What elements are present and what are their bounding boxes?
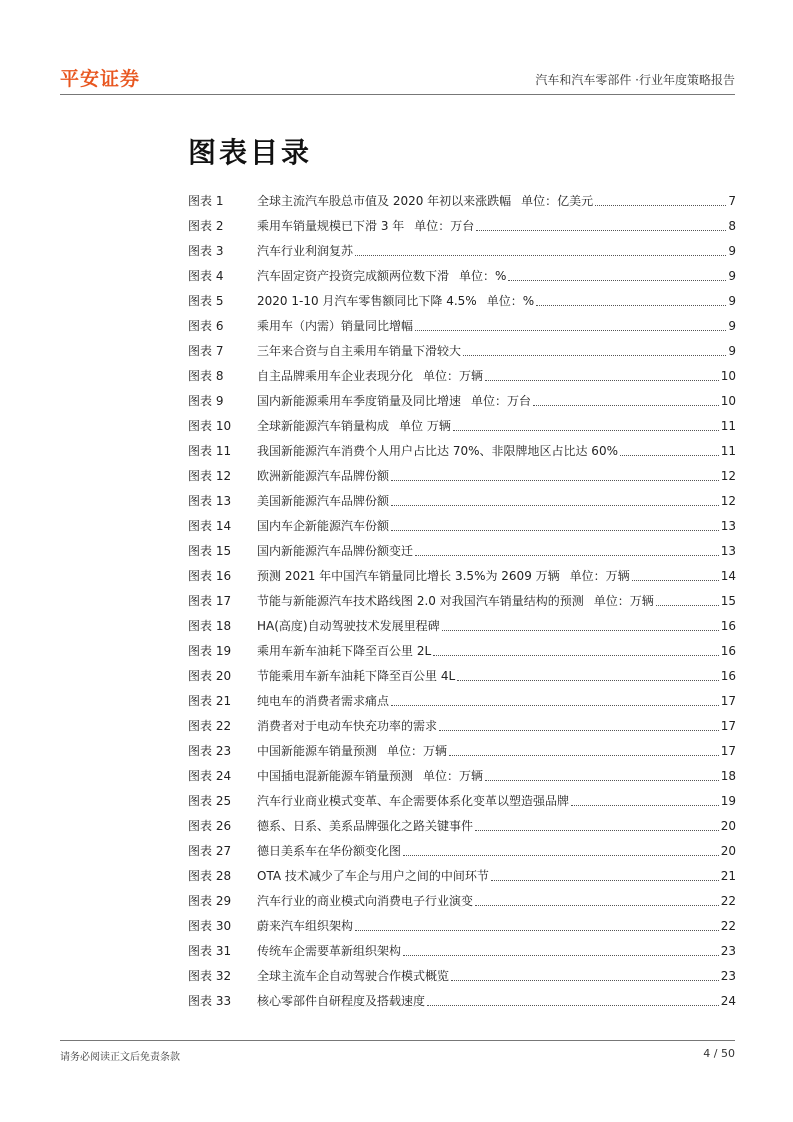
toc-entry-unit: 单位：亿美元 <box>521 194 594 208</box>
toc-entry[interactable] <box>188 963 736 988</box>
toc-entry-page: 21 <box>720 868 736 883</box>
toc-entry[interactable] <box>188 763 736 788</box>
toc-entry-title: 乘用车新车油耗下降至百公里 2L <box>257 644 432 658</box>
toc-entry-label: 图表 21 <box>188 694 232 708</box>
toc-leader-dots <box>451 970 719 981</box>
toc-leader-dots <box>391 695 719 706</box>
toc-entry-page: 9 <box>728 318 736 333</box>
toc-entry-title: 节能与新能源汽车技术路线图 2.0 对我国汽车销量结构的预测 <box>257 594 584 608</box>
toc-entry-page: 22 <box>720 893 736 908</box>
toc-entry-label: 图表 26 <box>188 819 232 833</box>
toc-leader-dots <box>391 520 719 531</box>
toc-entry[interactable] <box>188 488 736 513</box>
toc-leader-dots <box>571 795 719 806</box>
toc-leader-dots <box>475 820 719 831</box>
toc-leader-dots <box>620 445 719 456</box>
toc-entry[interactable] <box>188 238 736 263</box>
toc-leader-dots <box>355 920 719 931</box>
toc-leader-dots <box>475 895 719 906</box>
toc-entry-title: 汽车行业的商业模式向消费电子行业演变 <box>257 894 474 908</box>
toc-entry-page: 12 <box>720 468 736 483</box>
toc-entry-page: 12 <box>720 493 736 508</box>
toc-entry-title: 纯电车的消费者需求痛点 <box>257 694 390 708</box>
toc-leader-dots <box>403 845 719 856</box>
toc-entry-label: 图表 3 <box>188 244 224 258</box>
toc-entry-page: 15 <box>720 593 736 608</box>
toc-entry-page: 16 <box>720 668 736 683</box>
toc-leader-dots <box>449 745 719 756</box>
toc-entry-label: 图表 7 <box>188 344 224 358</box>
toc-entry-page: 14 <box>720 568 736 583</box>
toc-leader-dots <box>491 870 719 881</box>
toc-entry-page: 17 <box>720 743 736 758</box>
toc-entry-title: 中国新能源车销量预测 <box>257 744 378 758</box>
toc-leader-dots <box>433 645 719 656</box>
toc-entry-label: 图表 28 <box>188 869 232 883</box>
toc-entry-label: 图表 6 <box>188 319 224 333</box>
toc-entry-unit: 单位：万台 <box>471 394 532 408</box>
toc-entry[interactable] <box>188 813 736 838</box>
toc-entry-title: 自主品牌乘用车企业表现分化 <box>257 369 414 383</box>
toc-entry-page: 23 <box>720 968 736 983</box>
toc-leader-dots <box>485 770 719 781</box>
toc-entry-unit: 单位：万辆 <box>387 744 448 758</box>
toc-entry[interactable] <box>188 288 736 313</box>
toc-leader-dots <box>442 620 719 631</box>
footer-divider <box>60 1040 735 1041</box>
toc-entry-page: 7 <box>728 193 736 208</box>
toc-entry-label: 图表 8 <box>188 369 224 383</box>
toc-entry-unit: 单位：万台 <box>414 219 475 233</box>
toc-leader-dots <box>536 295 726 306</box>
toc-entry-label: 图表 16 <box>188 569 232 583</box>
toc-entry[interactable] <box>188 263 736 288</box>
toc-leader-dots <box>439 720 719 731</box>
toc-entry[interactable] <box>188 213 736 238</box>
toc-entry-title: 乘用车（内需）销量同比增幅 <box>257 319 414 333</box>
report-title: 汽车和汽车零部件 ·行业年度策略报告 <box>535 73 735 87</box>
toc-entry-page: 20 <box>720 818 736 833</box>
toc-entry-title: 国内新能源乘用车季度销量及同比增速 <box>257 394 462 408</box>
toc-entry-label: 图表 24 <box>188 769 232 783</box>
toc-entry-title: 国内新能源汽车品牌份额变迁 <box>257 544 414 558</box>
toc-entry[interactable] <box>188 713 736 738</box>
toc-entry[interactable] <box>188 588 736 613</box>
toc-entry-title: 国内车企新能源汽车份额 <box>257 519 390 533</box>
toc-entry[interactable] <box>188 613 736 638</box>
toc-entry[interactable] <box>188 563 736 588</box>
toc-leader-dots <box>453 420 719 431</box>
toc-entry[interactable] <box>188 413 736 438</box>
toc-leader-dots <box>463 345 726 356</box>
toc-entry-title: 核心零部件自研程度及搭载速度 <box>257 994 426 1008</box>
page-number: 4 / 50 <box>703 1047 735 1060</box>
page-title: 图表目录 <box>188 136 313 169</box>
toc-entry-label: 图表 23 <box>188 744 232 758</box>
toc-leader-dots <box>355 245 726 256</box>
toc-entry[interactable] <box>188 738 736 763</box>
toc-entry-title: 德系、日系、美系品牌强化之路关键事件 <box>257 819 474 833</box>
toc-entry-title: 美国新能源汽车品牌份额 <box>257 494 390 508</box>
toc-entry-unit: 单位：% <box>459 269 507 283</box>
toc-entry-page: 17 <box>720 693 736 708</box>
toc-entry-unit: 单位：% <box>486 294 535 308</box>
toc-entry-title: HA(高度)自动驾驶技术发展里程碑 <box>257 619 440 633</box>
toc-entry-page: 18 <box>720 768 736 783</box>
toc-entry[interactable] <box>188 663 736 688</box>
toc-entry-page: 10 <box>720 368 736 383</box>
toc-entry-label: 图表 15 <box>188 544 232 558</box>
toc-entry[interactable] <box>188 688 736 713</box>
toc-entry-label: 图表 33 <box>188 994 232 1008</box>
toc-entry-page: 9 <box>728 243 736 258</box>
toc-entry-page: 20 <box>720 843 736 858</box>
toc-entry-page: 22 <box>720 918 736 933</box>
toc-entry[interactable] <box>188 363 736 388</box>
toc-entry[interactable] <box>188 338 736 363</box>
toc-entry-title: 汽车固定资产投资完成额两位数下滑 <box>257 269 450 283</box>
toc-entry-title: 三年来合资与自主乘用车销量下滑较大 <box>257 344 462 358</box>
brand-logo: 平安证券 <box>60 68 141 90</box>
toc-entry-title: 全球主流车企自动驾驶合作模式概览 <box>257 969 450 983</box>
toc-entry-title: 乘用车销量规模已下滑 3 年 <box>257 219 405 233</box>
toc-entry-page: 11 <box>720 443 736 458</box>
toc-entry[interactable] <box>188 788 736 813</box>
toc-leader-dots <box>427 995 719 1006</box>
toc-entry-page: 11 <box>720 418 736 433</box>
toc-entry-label: 图表 10 <box>188 419 232 433</box>
toc-entry[interactable] <box>188 988 736 1013</box>
toc-leader-dots <box>415 545 719 556</box>
toc-entry-title: OTA 技术减少了车企与用户之间的中间环节 <box>257 869 489 883</box>
toc-entry-label: 图表 27 <box>188 844 232 858</box>
toc-entry-page: 16 <box>720 643 736 658</box>
toc-entry-page: 17 <box>720 718 736 733</box>
toc-entry-label: 图表 18 <box>188 619 232 633</box>
toc-entry-unit: 单位：万辆 <box>423 369 484 383</box>
toc-entry-label: 图表 5 <box>188 294 224 308</box>
toc-entry-title: 汽车行业商业模式变革、车企需要体系化变革以塑造强品牌 <box>257 794 570 808</box>
toc-entry-label: 图表 29 <box>188 894 232 908</box>
toc-entry-label: 图表 32 <box>188 969 232 983</box>
header-divider <box>60 94 735 95</box>
toc-entry-label: 图表 31 <box>188 944 232 958</box>
toc-entry-label: 图表 22 <box>188 719 232 733</box>
toc-leader-dots <box>595 195 726 206</box>
toc-leader-dots <box>476 220 726 231</box>
toc-entry-label: 图表 19 <box>188 644 232 658</box>
toc-entry[interactable] <box>188 538 736 563</box>
toc-entry-title: 全球新能源汽车销量构成 <box>257 419 390 433</box>
toc-entry-label: 图表 14 <box>188 519 232 533</box>
toc-leader-dots <box>391 495 719 506</box>
toc-entry-label: 图表 4 <box>188 269 224 283</box>
toc-entry-label: 图表 9 <box>188 394 224 408</box>
toc-entry-page: 10 <box>720 393 736 408</box>
toc-entry[interactable] <box>188 863 736 888</box>
toc-leader-dots <box>415 320 726 331</box>
toc-entry-page: 9 <box>728 268 736 283</box>
toc-entry[interactable] <box>188 838 736 863</box>
toc-entry-title: 全球主流汽车股总市值及 2020 年初以来涨跌幅 <box>257 194 512 208</box>
toc-entry-label: 图表 30 <box>188 919 232 933</box>
toc-entry-title: 我国新能源汽车消费个人用户占比达 70%、非限牌地区占比达 60% <box>257 444 618 458</box>
toc-entry-title: 2020 1-10 月汽车零售额同比下降 4.5% <box>257 294 477 308</box>
toc-entry[interactable] <box>188 463 736 488</box>
toc-entry-title: 蔚来汽车组织架构 <box>257 919 354 933</box>
toc-entry[interactable] <box>188 938 736 963</box>
toc-entry-label: 图表 25 <box>188 794 232 808</box>
toc-entry-unit: 单位：万辆 <box>593 594 654 608</box>
toc-entry-title: 德日美系车在华份额变化图 <box>257 844 402 858</box>
toc-leader-dots <box>457 670 719 681</box>
toc-entry-label: 图表 13 <box>188 494 232 508</box>
toc-entry-page: 13 <box>720 543 736 558</box>
toc-entry-label: 图表 17 <box>188 594 232 608</box>
toc-entry[interactable] <box>188 888 736 913</box>
toc-entry[interactable] <box>188 188 736 213</box>
toc-entry-label: 图表 2 <box>188 219 224 233</box>
toc-entry-label: 图表 20 <box>188 669 232 683</box>
toc-entry-unit: 单位：万辆 <box>423 769 484 783</box>
toc-leader-dots <box>533 395 719 406</box>
toc-leader-dots <box>656 595 719 606</box>
toc-entry[interactable] <box>188 388 736 413</box>
toc-entry-label: 图表 12 <box>188 469 232 483</box>
toc-entry-page: 13 <box>720 518 736 533</box>
toc-entry-page: 23 <box>720 943 736 958</box>
toc-entry-title: 预测 2021 年中国汽车销量同比增长 3.5%为 2609 万辆 <box>257 569 560 583</box>
toc-entry[interactable] <box>188 913 736 938</box>
toc-entry-label: 图表 1 <box>188 194 224 208</box>
toc-leader-dots <box>508 270 726 281</box>
toc-entry-title: 消费者对于电动车快充功率的需求 <box>257 719 438 733</box>
toc-entry[interactable] <box>188 313 736 338</box>
toc-entry-page: 16 <box>720 618 736 633</box>
toc-entry-page: 8 <box>728 218 736 233</box>
toc-entry-title: 中国插电混新能源车销量预测 <box>257 769 414 783</box>
toc-entry-page: 24 <box>720 993 736 1008</box>
footer-disclaimer: 请务必阅读正文后免责条款 <box>60 1052 180 1063</box>
toc-entry-page: 9 <box>728 293 736 308</box>
toc-entry-title: 传统车企需要革新组织架构 <box>257 944 402 958</box>
toc-entry-unit: 单位 万辆 <box>399 419 451 433</box>
toc-entry[interactable] <box>188 513 736 538</box>
toc-entry-title: 欧洲新能源汽车品牌份额 <box>257 469 390 483</box>
toc-entry-page: 9 <box>728 343 736 358</box>
table-of-figures <box>188 188 736 1013</box>
toc-leader-dots <box>391 470 719 481</box>
toc-leader-dots <box>632 570 719 581</box>
toc-entry[interactable] <box>188 438 736 463</box>
toc-entry-label: 图表 11 <box>188 444 232 458</box>
toc-leader-dots <box>485 370 719 381</box>
toc-entry-unit: 单位：万辆 <box>569 569 630 583</box>
toc-leader-dots <box>403 945 719 956</box>
toc-entry-title: 节能乘用车新车油耗下降至百公里 4L <box>257 669 456 683</box>
toc-entry[interactable] <box>188 638 736 663</box>
toc-entry-page: 19 <box>720 793 736 808</box>
toc-entry-title: 汽车行业利润复苏 <box>257 244 354 258</box>
